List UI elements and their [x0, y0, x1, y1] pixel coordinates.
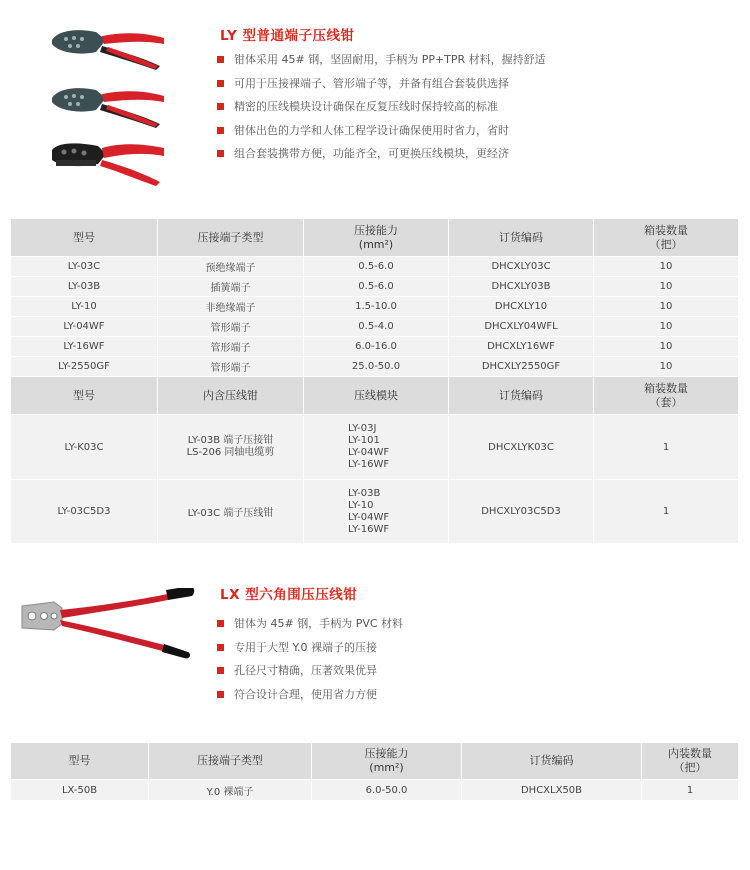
cell-modules: LY-03B LY-10 LY-04WF LY-16WF: [304, 480, 449, 544]
ly-feature-list: [217, 48, 546, 166]
list-item: 孔径尺寸精确，压著效果优异: [217, 659, 403, 683]
cell-model: LX-50B: [11, 780, 149, 801]
cell-model: LY-10: [11, 297, 158, 317]
bullet-square-icon: [217, 644, 224, 651]
cell-qty: 1: [594, 480, 739, 544]
header-inner-qty: 内装数量 （把）: [642, 743, 739, 780]
list-item: 符合设计合理，使用省力方便: [217, 683, 403, 707]
list-item: 钳体为 45# 钢，手柄为 PVC 材料: [217, 612, 403, 636]
list-item: 钳体采用 45# 钢，坚固耐用，手柄为 PP+TPR 材料，握持舒适: [217, 48, 546, 72]
header-model: 型号: [11, 219, 158, 257]
cell-capacity: 1.5-10.0: [304, 297, 449, 317]
bullet-square-icon: [217, 150, 224, 157]
cell-tools: LY-03C 端子压线钳: [158, 480, 304, 544]
table-header-row: [11, 377, 739, 415]
cell-qty: 10: [594, 257, 739, 277]
cell-code: DHCXLY10: [449, 297, 594, 317]
bullet-square-icon: [217, 620, 224, 627]
cell-qty: 10: [594, 357, 739, 377]
cell-capacity: 6.0-50.0: [312, 780, 462, 801]
list-item: 钳体出色的力学和人体工程学设计确保使用时省力，省时: [217, 119, 546, 143]
header-order-code: 订货编码: [462, 743, 642, 780]
header-capacity: 压接能力 (mm²): [304, 219, 449, 257]
table-row: [11, 297, 739, 317]
table-row: [11, 480, 739, 544]
ly-plier-image-2: [48, 80, 168, 130]
cell-model: LY-04WF: [11, 317, 158, 337]
lx-crimper-image: [18, 588, 198, 660]
table-row: [11, 317, 739, 337]
ly-section-title: LY 型普通端子压线钳: [220, 28, 355, 44]
cell-tools: LY-03B 端子压接钳 LS-206 同轴电缆剪: [158, 415, 304, 480]
header-order-code: 订货编码: [449, 219, 594, 257]
bullet-square-icon: [217, 127, 224, 134]
bullet-square-icon: [217, 103, 224, 110]
lx-section-title: LX 型六角围压压线钳: [220, 587, 358, 603]
header-box-qty: 箱装数量 （套）: [594, 377, 739, 415]
lx-spec-table: [10, 742, 739, 801]
bullet-square-icon: [217, 691, 224, 698]
cell-model: LY-03C5D3: [11, 480, 158, 544]
cell-qty: 1: [642, 780, 739, 801]
cell-qty: 10: [594, 337, 739, 357]
header-box-qty: 箱装数量 （把）: [594, 219, 739, 257]
cell-code: DHCXLX50B: [462, 780, 642, 801]
list-item: 专用于大型 Y.0 裸端子的压接: [217, 636, 403, 660]
table-header-row: [11, 219, 739, 257]
cell-type: 管形端子: [158, 357, 304, 377]
cell-code: DHCXLY03C5D3: [449, 480, 594, 544]
table-row: [11, 337, 739, 357]
cell-qty: 10: [594, 317, 739, 337]
table-row: [11, 415, 739, 480]
cell-qty: 10: [594, 297, 739, 317]
list-item: 组合套装携带方便，功能齐全，可更换压线模块，更经济: [217, 142, 546, 166]
bullet-square-icon: [217, 80, 224, 87]
cell-qty: 1: [594, 415, 739, 480]
header-model: 型号: [11, 377, 158, 415]
cell-code: DHCXLY16WF: [449, 337, 594, 357]
bullet-square-icon: [217, 667, 224, 674]
cell-type: 非绝缘端子: [158, 297, 304, 317]
list-item: 精密的压线模块设计确保在反复压线时保持较高的标准: [217, 95, 546, 119]
header-model: 型号: [11, 743, 149, 780]
header-capacity: 压接能力 (mm²): [312, 743, 462, 780]
cell-type: Y.0 裸端子: [149, 780, 312, 801]
bullet-square-icon: [217, 56, 224, 63]
cell-code: DHCXLYK03C: [449, 415, 594, 480]
cell-capacity: 6.0-16.0: [304, 337, 449, 357]
cell-modules: LY-03J LY-101 LY-04WF LY-16WF: [304, 415, 449, 480]
cell-type: 管形端子: [158, 317, 304, 337]
table-row: [11, 357, 739, 377]
table-header-row: [11, 743, 739, 780]
header-order-code: 订货编码: [449, 377, 594, 415]
cell-model: LY-2550GF: [11, 357, 158, 377]
list-item: 可用于压接裸端子、管形端子等，并备有组合套装供选择: [217, 72, 546, 96]
ly-spec-table: [10, 218, 739, 544]
header-included-tools: 内含压线钳: [158, 377, 304, 415]
cell-model: LY-03B: [11, 277, 158, 297]
lx-feature-list: [217, 612, 403, 706]
cell-capacity: 0.5-6.0: [304, 277, 449, 297]
table-row: [11, 257, 739, 277]
cell-capacity: 25.0-50.0: [304, 357, 449, 377]
cell-model: LY-16WF: [11, 337, 158, 357]
cell-model: LY-03C: [11, 257, 158, 277]
cell-code: DHCXLY03B: [449, 277, 594, 297]
header-modules: 压线模块: [304, 377, 449, 415]
cell-capacity: 0.5-6.0: [304, 257, 449, 277]
header-terminal-type: 压接端子类型: [158, 219, 304, 257]
table-row: [11, 780, 739, 801]
ly-plier-image-1: [48, 22, 168, 72]
header-terminal-type: 压接端子类型: [149, 743, 312, 780]
table-row: [11, 277, 739, 297]
ly-plier-image-3: [48, 136, 168, 188]
cell-code: DHCXLY2550GF: [449, 357, 594, 377]
cell-capacity: 0.5-4.0: [304, 317, 449, 337]
cell-type: 管形端子: [158, 337, 304, 357]
cell-type: 预绝缘端子: [158, 257, 304, 277]
cell-code: DHCXLY04WFL: [449, 317, 594, 337]
cell-code: DHCXLY03C: [449, 257, 594, 277]
cell-type: 插簧端子: [158, 277, 304, 297]
cell-qty: 10: [594, 277, 739, 297]
cell-model: LY-K03C: [11, 415, 158, 480]
